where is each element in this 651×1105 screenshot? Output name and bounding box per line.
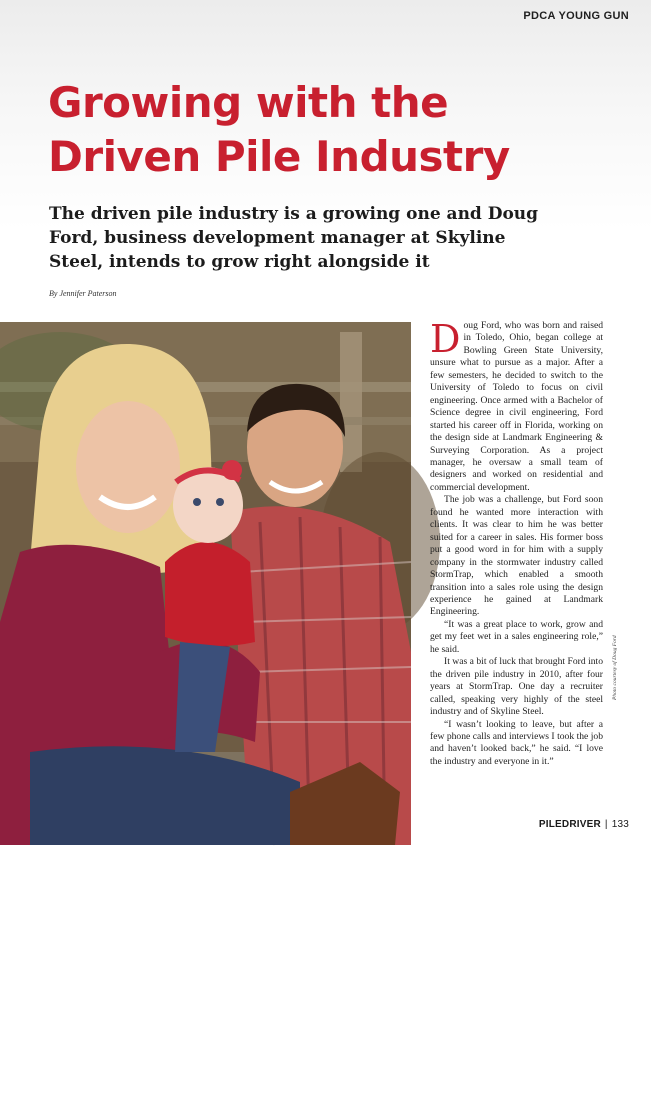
footer-separator: | (604, 819, 608, 830)
publication-name: PILEDRIVER (538, 819, 601, 830)
page-footer (539, 819, 629, 830)
family-photo-illustration (0, 322, 411, 845)
article-deck: The driven pile industry is a growing one and Doug Ford, business development manager at Skyline Steel, intends to grow right alongside it (49, 204, 539, 272)
article-paragraph: Doug Ford, who was born and raised in Toledo, Ohio, began college at Bowling Green State University, unsure what to pursue as a major. After a few semesters, he decided to switch to the University of Toledo to focus on civil engineering. Once armed with a Bachelor of Science degree in civil engineering, Ford started his career off in Florida, working on the design side at Landmark Engineering & Surveying Corporation. As a project manager, he oversaw a small team of designers and worked on residential and commercial development. (430, 317, 603, 493)
photo-credit: Photo courtesy of Doug Ford (612, 635, 618, 700)
article-headline: Growing with the Driven Pile Industry (48, 78, 510, 181)
article-paragraph: “I wasn’t looking to leave, but after a few phone calls and interviews I took the job and haven’t looked back,” he said. “I love the industry and everyone in it.” (430, 718, 603, 767)
article-paragraph: The job was a challenge, but Ford soon found he wanted more interaction with clients. It was clear to him he was better suited for a career in sales. His former boss put a good word in for him with a supply company in the stormwater industry called StormTrap, which enabled a smooth transition into a sales role using the design experience he gained at Landmark Engineering. (430, 494, 603, 618)
drop-cap: D (430, 317, 461, 361)
article-body (430, 317, 603, 768)
page-number: 133 (611, 819, 629, 830)
family-photo (0, 322, 411, 1105)
article-paragraph: “It was a great place to work, grow and get my feet wet in a sales engineering role,” he said. (430, 618, 603, 655)
photo-caption: Doug Ford with his wife and daughter (48, 1095, 198, 1105)
section-tag: PDCA YOUNG GUN (523, 10, 629, 22)
article-paragraph: It was a bit of luck that brought Ford into the driven pile industry in 2010, after four years at StormTrap. One day a recruiter called, speaking very highly of the steel industry and of Skyline Steel. (430, 656, 603, 718)
byline: By Jennifer Paterson (49, 289, 117, 298)
